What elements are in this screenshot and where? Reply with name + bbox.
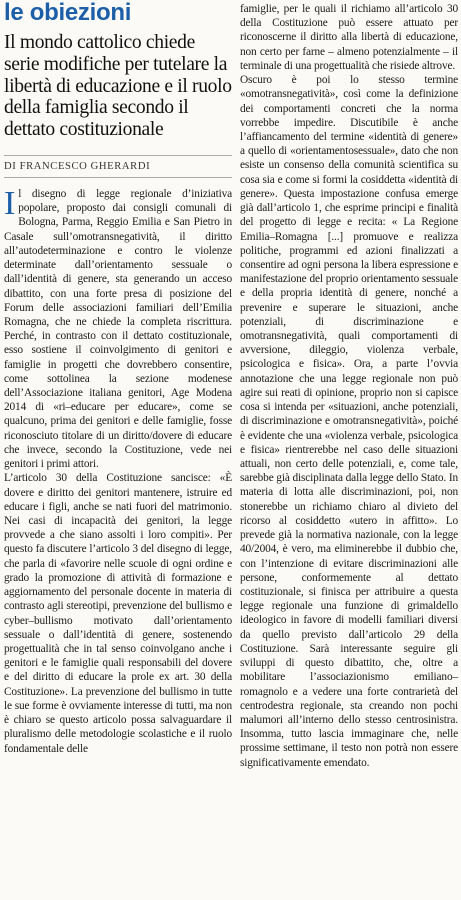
paragraph: Oscuro è poi lo stesso termine «omotransnegatività», così come la definizione dei comportamenti concreti che la norma vorrebbe impedire. Discutibile è anche l’affiancamento del termine «identità di genere» a quello di «orientamentosessuale», dato che non esiste un consenso della comunità scientifica su cosa sia e come si formi la cosiddetta «identità di genere». Questa impostazione confusa emerge già dall’articolo 1, che esprime principi e finalità del progetto di legge e recita: « La Regione Emilia–Romagna [...] promuove e realizza politiche, programmi ed azioni finalizzati a consentire ad ogni persona la libera espressione e manifestazione del proprio orientamento sessuale e della propria identità di genere, nonché a prevenire e superare le situazioni, anche potenziali, di discriminazione e omotransnegatività, quali comportamenti di avversione, dileggio, violenza verbale, psicologica e fisica». Ora, a parte l’ovvia annotazione che una legge regionale non può agire sui reati di opinione, proprio non si capisce cosa si intenda per «situazioni, anche potenziali, di discriminazione e omotransnegatività», poiché è evidente che una «violenza verbale, psicologica e fisica» rientrerebbe nel caso delle situazioni attuali, non certo delle potenziali, e, come tale, sarebbe già disciplinata dalla legge dello Stato. In materia di lotta alle discriminazioni, poi, non stonerebbe un richiamo chiaro al divieto del ricorso al cosiddetto «utero in affitto». Lo prevede già la normativa nazionale, con la legge 40/2004, è vero, ma eliminerebbe il dubbio che, con l’intenzione di evitare discriminazioni alle persone, conformemente al dettato costituzionale, si finisca per attribuire a questa legge regionale una funzione di grimaldello ideologico in favore di modelli familiari diversi da quello previsto dall’articolo 29 della Costituzione. Sarà interessante seguire gli sviluppi di questo dibattito, che, oltre a mobilitare l’associazionismo emiliano–romagnolo e a vedere una forte contrarietà del centrodestra regionale, sta creando non pochi malumori all’interno dello stesso centrosinistra. Insomma, tutto lascia immaginare che, nelle prossime settimane, il testo non potrà non essere significativamente emendato.	[240, 74, 458, 769]
divider	[4, 177, 232, 178]
divider	[4, 155, 232, 156]
drop-cap: I	[4, 184, 16, 222]
left-column	[4, 0, 232, 756]
byline: DI FRANCESCO GHERARDI	[4, 160, 151, 172]
article-headline: Il mondo cattolico chiede serie modifiche per tutelare la libertà di educazione e il ruolo della famiglia secondo il dettato costituzionale	[4, 32, 232, 141]
paragraph-text: l disegno di legge regionale d’iniziativa popolare, proposto dai consigli comunali di Bologna, Parma, Reggio Emilia e San Pietro in Casale sull’omotransnegatività, il diritto all’autodeterminazione e contro le violenze determinate dall’orientamento sessuale o dall’identità di genere, sta generando un acceso dibattito, con una forte presa di posizione del Forum delle associazioni familiari dell’Emilia Romagna, che ne chiede la completa riscrittura. Perché, in contrasto con il dettato costituzionale, esso sostiene il coinvolgimento di genitori e famiglie in progetti che dovrebbero consentire, come sottolinea la sezione modenese dell’Associazione italiana genitori, Age Modena 2014 di «ri–educare per educare», come se qualcuno, prima dei genitori e delle famiglie, fosse riconosciuto titolare di un diritto/dovere di educare che invece, secondo la Costituzione, vede nei genitori i primi attori.	[4, 187, 232, 471]
paragraph: famiglie, per le quali il richiamo all’articolo 30 della Costituzione può essere attuato per riconoscerne il diritto alla libertà di educazione, non certo per farne – almeno potenzialmente – il terminale di una progettualità che risiede altrove.	[240, 3, 458, 72]
paragraph: L’articolo 30 della Costituzione sancisce: «È dovere e diritto dei genitori mantenere, istruire ed educare i figli, anche se nati fuori del matrimonio. Nei casi di incapacità dei genitori, la legge provvede a che siano assolti i loro compiti». Per questo fa discutere l’articolo 3 del disegno di legge, che parla di «favorire nelle scuole di ogni ordine e grado la promozione di attività di formazione e aggiornamento del personale docente in materia di contrasto agli stereotipi, prevenzione del bullismo e cyber–bullismo motivato dall’orientamento sessuale o dall’identità di genere, sostenendo progettualità che in tal senso coinvolgano anche i genitori e le famiglie quali responsabili del dovere e del diritto di educare la prole ex art. 30 della Costituzione». La prevenzione del bullismo in tutte le sue forme è ovviamente interesse di tutti, ma non è chiaro se questo articolo possa salvaguardare il pluralismo delle metodologie scolastiche e il ruolo fondamentale delle	[4, 472, 232, 755]
paragraph	[4, 184, 232, 471]
right-column	[240, 2, 458, 770]
section-kicker: le obiezioni	[4, 0, 132, 26]
article-body-right	[240, 2, 458, 770]
article-body-left	[4, 184, 232, 756]
